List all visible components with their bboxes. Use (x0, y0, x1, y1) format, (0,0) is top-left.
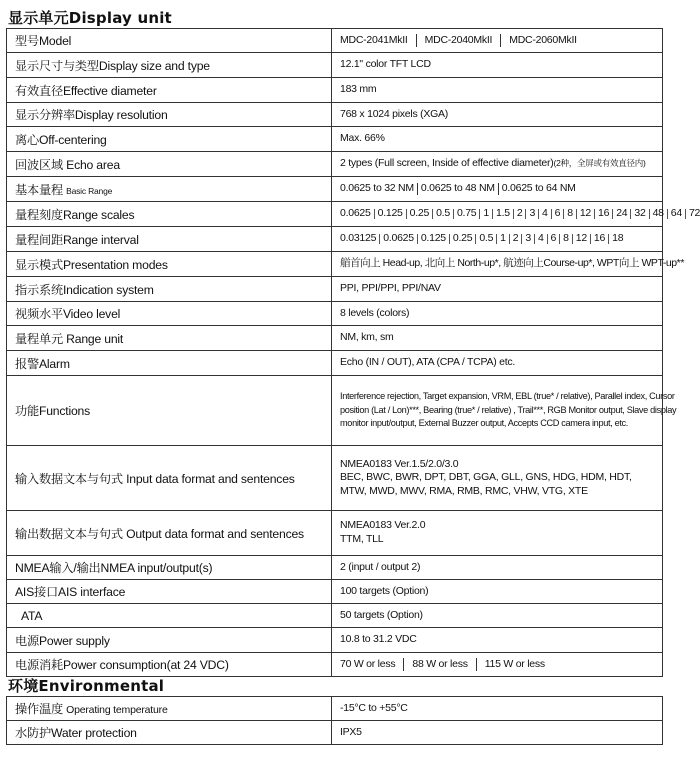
range-scale-value: 16 (598, 207, 610, 220)
range-scale-value: 1.5 (495, 207, 510, 220)
range-interval-value: 0.03125 (340, 232, 377, 245)
range-interval-value: 0.125 (420, 232, 446, 245)
row-label: 型号Model (7, 29, 332, 53)
range-interval-value: 16 (593, 232, 606, 245)
row-label: 指示系统Indication system (7, 277, 332, 302)
row-label: 水防护Water protection (7, 721, 332, 745)
table-row (7, 177, 663, 202)
row-label: 视频水平Video level (7, 302, 332, 326)
tick-separator (667, 209, 668, 219)
tick-separator (630, 209, 631, 219)
range-scale-value: 8 (567, 207, 573, 220)
basic-range-value: 0.0625 to 48 NM (420, 182, 495, 195)
echo-value (332, 152, 663, 177)
environmental-spec-table (6, 696, 663, 745)
display-unit-title: 显示单元Display unit (8, 9, 172, 27)
range-scale-value: 0.25 (409, 207, 430, 220)
echo-value-cn: (2种，全屏或有效直径内) (553, 158, 646, 169)
input-line: MTW, MWD, MWV, RMA, RMB, RMC, VHW, VTG, XTE (340, 484, 588, 497)
row-label: 有效直径Effective diameter (7, 78, 332, 103)
tick-separator (492, 209, 493, 219)
tick-separator (417, 234, 418, 244)
tick-separator (496, 234, 497, 244)
range-interval-value: 0.25 (452, 232, 473, 245)
table-row (7, 29, 663, 53)
row-label: 回波区域 Echo area (7, 152, 332, 177)
table-row (7, 227, 663, 252)
tick-separator (406, 209, 407, 219)
table-row (7, 302, 663, 326)
environmental-title: 环境Environmental (8, 677, 165, 695)
range-scale-value: 72 (688, 207, 700, 220)
consumption-value: 70 W or less (340, 657, 396, 670)
tick-separator (453, 209, 454, 219)
range-scales-values (332, 202, 700, 227)
model-value: MDC-2040MkII (424, 33, 493, 46)
basic-range-values (332, 177, 663, 202)
table-row (7, 78, 663, 103)
row-value: IPX5 (332, 721, 663, 745)
row-label (7, 177, 332, 202)
row-value: 50 targets (Option) (332, 604, 663, 628)
input-line: BEC, BWC, BWR, DPT, DBT, GGA, GLL, GNS, HDG, HDM, HDT, (340, 471, 632, 484)
row-label: 输出数据文本与句式 Output data format and sentences (7, 511, 332, 556)
table-row (7, 277, 663, 302)
tick-separator (576, 209, 577, 219)
row-label: 电源消耗Power consumption(at 24 VDC) (7, 653, 332, 677)
tick-separator (479, 209, 480, 219)
input-line: NMEA0183 Ver.1.5/2.0/3.0 (340, 457, 459, 470)
model-values (332, 29, 663, 53)
row-label: 报警Alarm (7, 351, 332, 376)
row-value: 100 targets (Option) (332, 580, 663, 604)
range-scale-value: 24 (616, 207, 628, 220)
range-interval-value: 12 (575, 232, 587, 245)
model-value: MDC-2041MkII (340, 33, 408, 46)
range-scale-value: 2 (516, 207, 523, 220)
range-interval-value: 18 (612, 232, 624, 245)
output-value (332, 511, 663, 556)
consumption-values (332, 653, 663, 677)
range-scale-value: 0.75 (456, 207, 477, 220)
table-row (7, 376, 663, 446)
range-scale-value: 0.0625 (340, 207, 371, 220)
tick-separator (547, 234, 548, 244)
row-label: 电源Power supply (7, 628, 332, 653)
range-scale-value: 64 (670, 207, 682, 220)
model-value: MDC-2060MkII (509, 33, 577, 46)
row-label: 显示尺寸与类型Display size and type (7, 53, 332, 78)
row-value: Echo (IN / OUT), ATA (CPA / TCPA) etc. (332, 351, 663, 376)
table-row (7, 103, 663, 127)
row-label (7, 697, 332, 721)
range-interval-value: 0.0625 (383, 232, 414, 245)
row-value: -15°C to +55°C (332, 697, 663, 721)
range-interval-value: 6 (550, 232, 557, 245)
row-label: 离心Off-centering (7, 127, 332, 152)
row-value: NM, km, sm (332, 326, 663, 351)
range-interval-value: 0.5 (479, 232, 494, 245)
tick-separator (572, 234, 573, 244)
row-label: 量程间距Range interval (7, 227, 332, 252)
row-label: AIS接口AIS interface (7, 580, 332, 604)
table-row (7, 202, 663, 227)
row-value: 2 (input / output 2) (332, 556, 663, 580)
output-line: NMEA0183 Ver.2.0 (340, 519, 426, 532)
label-cn: 基本量程 (15, 182, 67, 197)
tick-separator (513, 209, 514, 219)
range-scale-value: 32 (634, 207, 646, 220)
label-en: Basic Range (66, 185, 113, 196)
range-scale-value: 1 (483, 207, 489, 220)
tick-separator (563, 209, 564, 219)
basic-range-value: 0.0625 to 64 NM (501, 182, 576, 195)
row-label: NMEA输入/输出NMEA input/output(s) (7, 556, 332, 580)
range-interval-value: 8 (563, 232, 569, 245)
range-scales-list (340, 207, 700, 220)
functions-line: position (Lat / Lon)***, Bearing (true* / relative) , Trail***, RGB Monitor output, Slave display (340, 404, 677, 415)
range-interval-value: 2 (512, 232, 519, 245)
tick-separator (521, 234, 522, 244)
table-row (7, 511, 663, 556)
row-value: 12.1" color TFT LCD (332, 53, 663, 78)
table-row (7, 580, 663, 604)
functions-line: Interference rejection, Target expansion, VRM, EBL (true* / relative), Parallel index, Cursor (340, 391, 675, 402)
display-spec-table (6, 28, 700, 677)
row-value: Max. 66% (332, 127, 663, 152)
table-row (7, 351, 663, 376)
table-row (7, 446, 663, 511)
input-value (332, 446, 663, 511)
range-interval-value: 1 (500, 232, 506, 245)
range-interval-value: 4 (537, 232, 544, 245)
range-scale-value: 4 (542, 207, 548, 220)
row-label: 功能Functions (7, 376, 332, 446)
range-scale-value: 12 (579, 207, 591, 220)
row-label: 显示分辨率Display resolution (7, 103, 332, 127)
functions-value (332, 376, 677, 446)
tick-separator (590, 234, 591, 244)
table-row (7, 721, 663, 745)
row-label: 显示模式Presentation modes (7, 252, 332, 277)
row-label: 量程单元 Range unit (7, 326, 332, 351)
tick-separator (534, 234, 535, 244)
label-en: Operating temperature (66, 704, 168, 716)
tick-separator (559, 234, 560, 244)
row-value: 艏首向上 Head-up, 北向上 North-up*, 航迹向上Course-up*, WPT向上 WPT-up** (332, 252, 663, 277)
table-row (7, 653, 663, 677)
tick-separator (432, 209, 433, 219)
row-value: 10.8 to 31.2 VDC (332, 628, 663, 653)
row-value: 8 levels (colors) (332, 302, 663, 326)
tick-separator (475, 234, 476, 244)
functions-line: monitor input/output, External Buzzer output, Accepts CCD camera input, etc. (340, 418, 628, 429)
tick-separator (538, 209, 539, 219)
range-scale-value: 48 (652, 207, 664, 220)
label-cn: 操作温度 (15, 702, 67, 716)
tick-separator (608, 234, 609, 244)
range-scale-value: 0.125 (377, 207, 403, 220)
table-row (7, 252, 663, 277)
range-scale-value: 0.5 (436, 207, 450, 220)
row-label: 输入数据文本与句式 Input data format and sentences (7, 446, 332, 511)
echo-value-en: 2 types (Full screen, Inside of effective diameter) (340, 157, 554, 170)
tick-separator (379, 234, 380, 244)
range-scale-value: 3 (529, 207, 536, 220)
range-interval-list (340, 232, 623, 245)
table-row (7, 556, 663, 580)
range-scale-value: 6 (554, 207, 561, 220)
table-row (7, 628, 663, 653)
basic-range-value: 0.0625 to 32 NM (340, 182, 414, 195)
output-line: TTM, TLL (340, 533, 384, 545)
tick-separator (551, 209, 552, 219)
table-row (7, 326, 663, 351)
tick-separator (612, 209, 613, 219)
table-row (7, 697, 663, 721)
table-row (7, 53, 663, 78)
table-row (7, 604, 663, 628)
tick-separator (649, 209, 650, 219)
range-interval-values (332, 227, 663, 252)
table-row (7, 127, 663, 152)
row-value: 768 x 1024 pixels (XGA) (332, 103, 663, 127)
tick-separator (594, 209, 595, 219)
consumption-value: 88 W or less (412, 657, 468, 670)
tick-separator (449, 234, 450, 244)
row-value: PPI, PPI/PPI, PPI/NAV (332, 277, 663, 302)
tick-separator (685, 209, 686, 219)
range-interval-value: 3 (525, 232, 531, 245)
tick-separator (509, 234, 510, 244)
row-value: 183 mm (332, 78, 663, 103)
tick-separator (374, 209, 375, 219)
row-label: ATA (7, 604, 332, 628)
table-row (7, 152, 663, 177)
tick-separator (525, 209, 526, 219)
row-label: 量程刻度Range scales (7, 202, 332, 227)
consumption-value: 115 W or less (484, 657, 545, 670)
